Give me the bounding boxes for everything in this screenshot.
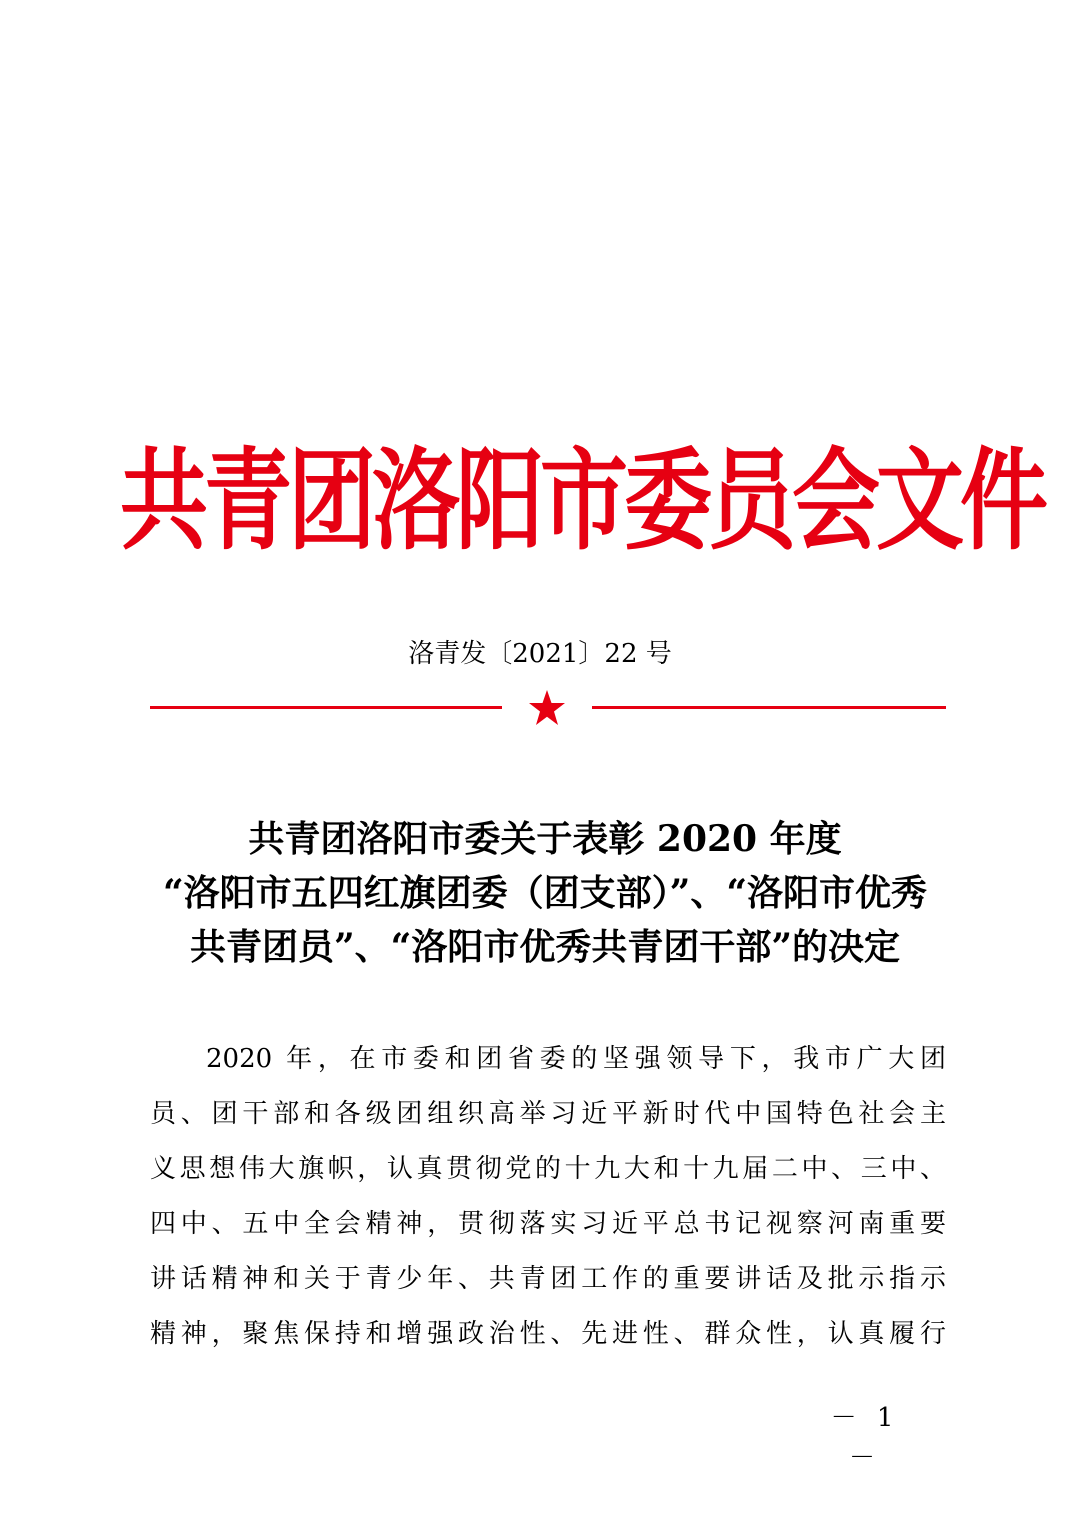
decision-title bbox=[130, 812, 960, 974]
body-line: 精神，聚焦保持和增强政治性、先进性、群众性，认真履行 bbox=[150, 1319, 946, 1349]
title-line: “洛阳市五四红旗团委（团支部）”、“洛阳市优秀 bbox=[162, 872, 928, 914]
body-line: 员、团干部和各级团组织高举习近平新时代中国特色社会主 bbox=[150, 1099, 946, 1129]
body-line: 2020 年，在市委和团省委的坚强领导下，我市广大团 bbox=[206, 1044, 946, 1074]
body-text bbox=[150, 1032, 946, 1362]
body-line: 四中、五中全会精神，贯彻落实习近平总书记视察河南重要 bbox=[150, 1209, 946, 1239]
body-line: 讲话精神和关于青少年、共青团工作的重要讲话及批示指示 bbox=[150, 1264, 946, 1294]
masthead-title: 共青团洛阳市委员会文件 bbox=[120, 435, 1045, 565]
title-line: 共青团员”、“洛阳市优秀共青团干部”的决定 bbox=[189, 926, 901, 968]
document-number: 洛青发〔2021〕22 号 bbox=[408, 639, 672, 669]
red-divider-left bbox=[150, 706, 502, 709]
body-line: 义思想伟大旗帜，认真贯彻党的十九大和十九届二中、三中、 bbox=[150, 1154, 946, 1184]
title-line: 共青团洛阳市委关于表彰 2020 年度 bbox=[248, 818, 842, 860]
page-number: － 1 － bbox=[830, 1403, 900, 1473]
red-star-icon bbox=[527, 688, 567, 728]
red-divider-right bbox=[592, 706, 946, 709]
